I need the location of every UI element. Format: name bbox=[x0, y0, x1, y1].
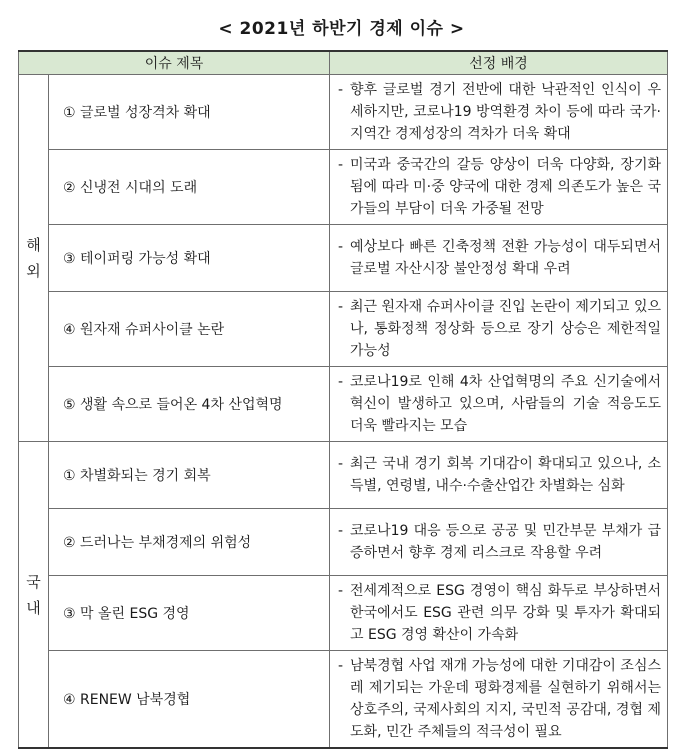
background-text: 최근 국내 경기 회복 기대감이 확대되고 있으나, 소득별, 연령별, 내수·수출산업간 차별화는 심화 bbox=[350, 456, 662, 494]
table-row bbox=[19, 292, 668, 367]
issue-background: - 향후 글로벌 경기 전반에 대한 낙관적인 인식이 우세하지만, 코로나19 방역환경 차이 등에 따라 국가·지역간 경제성장의 격차가 더욱 확대 bbox=[330, 75, 668, 150]
background-text: 예상보다 빠른 긴축정책 전환 가능성이 대두되면서 글로벌 자산시장 불안정성 확대 우려 bbox=[350, 239, 662, 277]
background-text: 코로나19 대응 등으로 공공 및 민간부문 부채가 급증하면서 향후 경제 리스크로 작용할 우려 bbox=[350, 523, 662, 561]
background-text: 미국과 중국간의 갈등 양상이 더욱 다양화, 장기화됨에 따라 미·중 양국에 대한 경제 의존도가 높은 국가들의 부담이 더욱 가중될 전망 bbox=[350, 157, 662, 217]
region-overseas: 해 외 bbox=[19, 75, 49, 442]
table-row bbox=[19, 651, 668, 749]
header-issue-title: 이슈 제목 bbox=[19, 51, 330, 75]
region-domestic: 국 내 bbox=[19, 442, 49, 749]
table-row bbox=[19, 509, 668, 576]
issues-table bbox=[18, 50, 668, 749]
table-row bbox=[19, 225, 668, 292]
table-row bbox=[19, 576, 668, 651]
table-row bbox=[19, 367, 668, 442]
issue-title: ② 드러나는 부채경제의 위험성 bbox=[49, 509, 330, 576]
issue-title: ④ 원자재 슈퍼사이클 논란 bbox=[49, 292, 330, 367]
table-header-row bbox=[19, 51, 668, 75]
issue-title: ③ 막 올린 ESG 경영 bbox=[49, 576, 330, 651]
background-text: 코로나19로 인해 4차 산업혁명의 주요 신기술에서 혁신이 발생하고 있으며, 사람들의 기술 적응도도 더욱 빨라지는 모습 bbox=[350, 374, 662, 434]
background-text: 최근 원자재 슈퍼사이클 진입 논란이 제기되고 있으나, 통화정책 정상화 등으로 장기 상승은 제한적일 가능성 bbox=[350, 299, 662, 359]
issue-background: - 미국과 중국간의 갈등 양상이 더욱 다양화, 장기화됨에 따라 미·중 양국에 대한 경제 의존도가 높은 국가들의 부담이 더욱 가중될 전망 bbox=[330, 150, 668, 225]
issue-background: - 코로나19 대응 등으로 공공 및 민간부문 부채가 급증하면서 향후 경제 리스크로 작용할 우려 bbox=[330, 509, 668, 576]
issue-title: ② 신냉전 시대의 도래 bbox=[49, 150, 330, 225]
table-row bbox=[19, 150, 668, 225]
header-selection-background: 선정 배경 bbox=[330, 51, 668, 75]
page-title: < 2021년 하반기 경제 이슈 > bbox=[218, 19, 465, 39]
issue-background: - 전세계적으로 ESG 경영이 핵심 화두로 부상하면서 한국에서도 ESG 관련 의무 강화 및 투자가 확대되고 ESG 경영 확산이 가속화 bbox=[330, 576, 668, 651]
background-text: 향후 글로벌 경기 전반에 대한 낙관적인 인식이 우세하지만, 코로나19 방역환경 차이 등에 따라 국가·지역간 경제성장의 격차가 더욱 확대 bbox=[350, 82, 662, 142]
issue-title: ④ RENEW 남북경협 bbox=[49, 651, 330, 749]
table-row bbox=[19, 75, 668, 150]
issue-title: ① 글로벌 성장격차 확대 bbox=[49, 75, 330, 150]
issue-background: - 최근 원자재 슈퍼사이클 진입 논란이 제기되고 있으나, 통화정책 정상화 등으로 장기 상승은 제한적일 가능성 bbox=[330, 292, 668, 367]
issue-background: - 예상보다 빠른 긴축정책 전환 가능성이 대두되면서 글로벌 자산시장 불안정성 확대 우려 bbox=[330, 225, 668, 292]
issue-title: ③ 테이퍼링 가능성 확대 bbox=[49, 225, 330, 292]
issue-background: - 남북경협 사업 재개 가능성에 대한 기대감이 조심스레 제기되는 가운데 평화경제를 실현하기 위해서는 상호주의, 국제사회의 지지, 국민적 공감대, 경협 제도화, 민간 주체들의 적극성이 필요 bbox=[330, 651, 668, 749]
issue-title: ① 차별화되는 경기 회복 bbox=[49, 442, 330, 509]
issue-background: - 최근 국내 경기 회복 기대감이 확대되고 있으나, 소득별, 연령별, 내수·수출산업간 차별화는 심화 bbox=[330, 442, 668, 509]
issue-title: ⑤ 생활 속으로 들어온 4차 산업혁명 bbox=[49, 367, 330, 442]
background-text: 전세계적으로 ESG 경영이 핵심 화두로 부상하면서 한국에서도 ESG 관련 의무 강화 및 투자가 확대되고 ESG 경영 확산이 가속화 bbox=[350, 583, 662, 643]
issue-background: - 코로나19로 인해 4차 산업혁명의 주요 신기술에서 혁신이 발생하고 있으며, 사람들의 기술 적응도도 더욱 빨라지는 모습 bbox=[330, 367, 668, 442]
table-row bbox=[19, 442, 668, 509]
background-text: 남북경협 사업 재개 가능성에 대한 기대감이 조심스레 제기되는 가운데 평화경제를 실현하기 위해서는 상호주의, 국제사회의 지지, 국민적 공감대, 경협 제도화, 민간 주체들의 적극성이 필요 bbox=[350, 658, 662, 740]
